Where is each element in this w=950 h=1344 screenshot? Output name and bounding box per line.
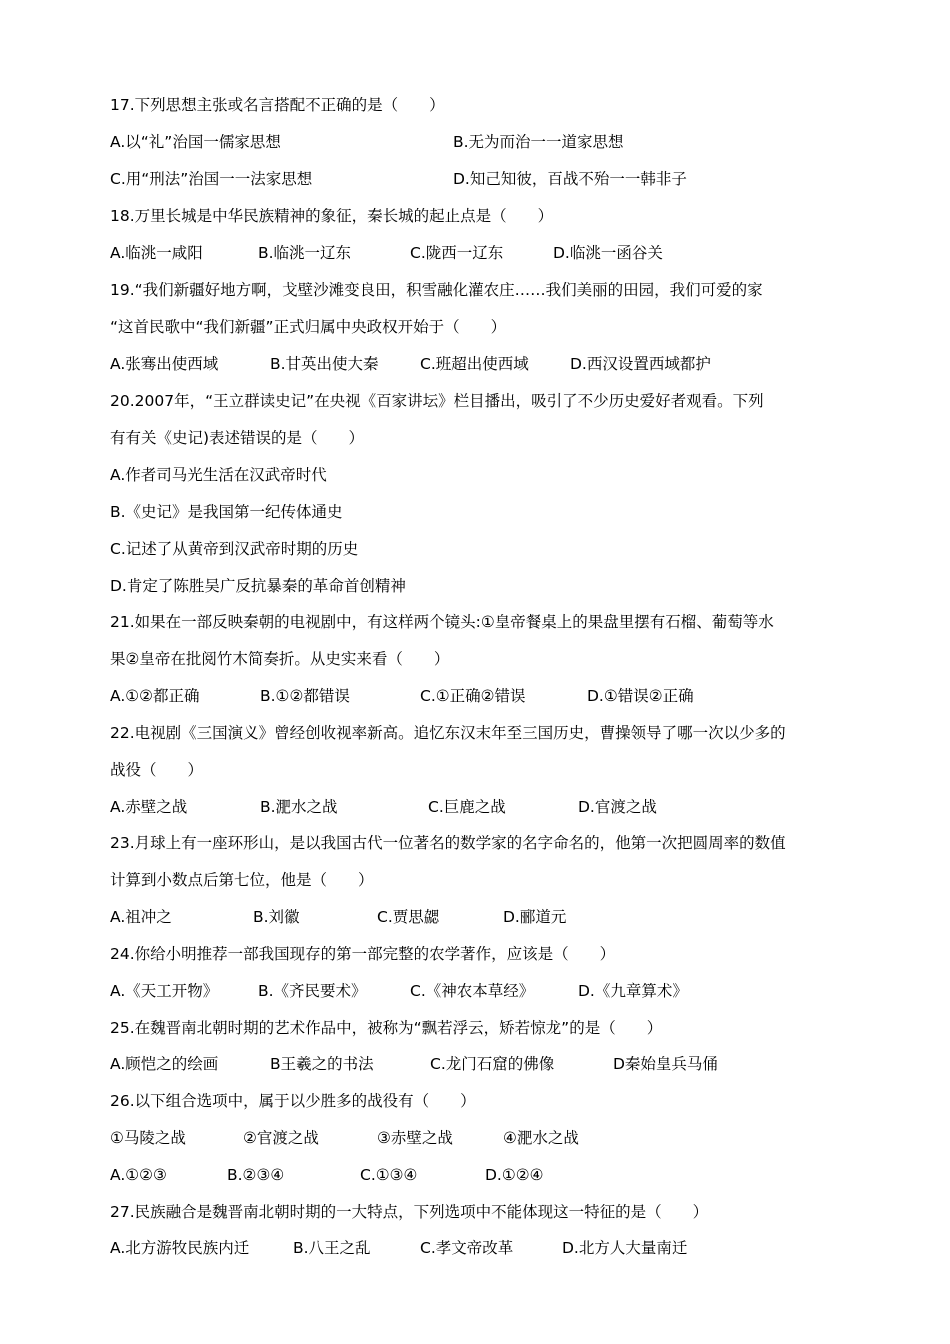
question-25-option-d: D秦始皇兵马俑 (613, 1055, 718, 1073)
question-18-stem: 18.万里长城是中华民族精神的象征，秦长城的起止点是（ ） (110, 207, 554, 225)
question-23-option-c: C.贾思勰 (377, 908, 440, 926)
question-22-option-a: A.赤壁之战 (110, 798, 188, 816)
question-17-option-c: C.用“刑法”治国一一法家思想 (110, 170, 313, 188)
question-20-option-c: C.记述了从黄帝到汉武帝时期的历史 (110, 540, 359, 558)
question-21-option-d: D.①错误②正确 (587, 687, 694, 705)
question-18-option-b: B.临洮一辽东 (258, 244, 352, 262)
question-22-option-b: B.淝水之战 (260, 798, 338, 816)
question-27-option-c: C.孝文帝改革 (420, 1239, 514, 1257)
question-17-stem: 17.下列思想主张或名言搭配不正确的是（ ） (110, 96, 445, 114)
question-26-option-c: C.①③④ (360, 1166, 418, 1184)
question-27-option-d: D.北方人大量南迁 (562, 1239, 688, 1257)
question-25-stem: 25.在魏晋南北朝时期的艺术作品中，被称为“飘若浮云，矫若惊龙”的是（ ） (110, 1019, 663, 1037)
question-21-stem-line-2: 果②皇帝在批阅竹木简奏折。从史实来看（ ） (110, 650, 450, 668)
question-18-option-d: D.临洮一函谷关 (553, 244, 663, 262)
question-26-stem: 26.以下组合选项中，属于以少胜多的战役有（ ） (110, 1092, 476, 1110)
question-18-option-a: A.临洮一咸阳 (110, 244, 203, 262)
question-24-option-c: C.《神农本草经》 (410, 982, 535, 1000)
question-19-stem-line-1: 19.“我们新疆好地方啊，戈壁沙滩变良田，积雪融化灌农庄……我们美丽的田园，我们可爱的家 (110, 281, 763, 299)
question-23-option-b: B.刘徽 (253, 908, 300, 926)
question-26-item-4: ④淝水之战 (503, 1129, 579, 1147)
question-22-stem-line-2: 战役（ ） (110, 761, 204, 779)
question-23-option-d: D.郦道元 (503, 908, 567, 926)
question-25-option-b: B王羲之的书法 (270, 1055, 374, 1073)
question-23-stem-line-2: 计算到小数点后第七位，他是（ ） (110, 871, 374, 889)
question-21-stem-line-1: 21.如果在一部反映秦朝的电视剧中，有这样两个镜头:①皇帝餐桌上的果盘里摆有石榴、葡萄等水 (110, 613, 774, 631)
question-19-option-b: B.甘英出使大秦 (270, 355, 379, 373)
question-27-option-a: A.北方游牧民族内迁 (110, 1239, 250, 1257)
question-26-option-a: A.①②③ (110, 1166, 167, 1184)
question-23-stem-line-1: 23.月球上有一座环形山，是以我国古代一位著名的数学家的名字命名的，他第一次把圆周率的数值 (110, 834, 786, 852)
question-17-option-a: A.以“礼”治国一儒家思想 (110, 133, 281, 151)
question-19-option-c: C.班超出使西域 (420, 355, 529, 373)
question-22-stem-line-1: 22.电视剧《三国演义》曾经创收视率新高。追忆东汉末年至三国历史，曹操领导了哪一次以少多的 (110, 724, 786, 742)
question-22-option-d: D.官渡之战 (578, 798, 657, 816)
question-26-item-3: ③赤壁之战 (377, 1129, 453, 1147)
question-22-option-c: C.巨鹿之战 (428, 798, 506, 816)
question-20-option-b: B.《史记》是我国第一纪传体通史 (110, 503, 343, 521)
question-17-option-d: D.知己知彼，百战不殆一一韩非子 (453, 170, 687, 188)
question-20-option-d: D.肯定了陈胜吴广反抗暴秦的革命首创精神 (110, 577, 406, 595)
question-27-option-b: B.八王之乱 (293, 1239, 371, 1257)
question-19-option-d: D.西汉设置西域都护 (570, 355, 711, 373)
question-19-stem-line-2: “这首民歌中“我们新疆”正式归属中央政权开始于（ ） (110, 318, 507, 336)
question-23-option-a: A.祖冲之 (110, 908, 172, 926)
question-24-option-a: A.《天工开物》 (110, 982, 219, 1000)
question-19-option-a: A.张骞出使西域 (110, 355, 219, 373)
question-24-stem: 24.你给小明推荐一部我国现存的第一部完整的农学著作，应该是（ ） (110, 945, 616, 963)
question-17-option-b: B.无为而治一一道家思想 (453, 133, 624, 151)
question-25-option-a: A.顾恺之的绘画 (110, 1055, 219, 1073)
question-26-item-2: ②官渡之战 (243, 1129, 319, 1147)
question-24-option-d: D.《九章算术》 (578, 982, 688, 1000)
question-24-option-b: B.《齐民要术》 (258, 982, 367, 1000)
question-27-stem: 27.民族融合是魏晋南北朝时期的一大特点，下列选项中不能体现这一特征的是（ ） (110, 1203, 709, 1221)
question-26-option-b: B.②③④ (227, 1166, 285, 1184)
question-20-stem-line-1: 20.2007年，“王立群读史记”在央视《百家讲坛》栏目播出，吸引了不少历史爱好者观看。下列 (110, 392, 764, 410)
question-26-item-1: ①马陵之战 (110, 1129, 186, 1147)
question-18-option-c: C.陇西一辽东 (410, 244, 504, 262)
question-26-option-d: D.①②④ (485, 1166, 544, 1184)
question-21-option-a: A.①②都正确 (110, 687, 200, 705)
question-20-stem-line-2: 有有关《史记)表述错误的是（ ） (110, 429, 365, 447)
question-21-option-b: B.①②都错误 (260, 687, 350, 705)
question-21-option-c: C.①正确②错误 (420, 687, 526, 705)
question-25-option-c: C.龙门石窟的佛像 (430, 1055, 555, 1073)
question-20-option-a: A.作者司马光生活在汉武帝时代 (110, 466, 327, 484)
